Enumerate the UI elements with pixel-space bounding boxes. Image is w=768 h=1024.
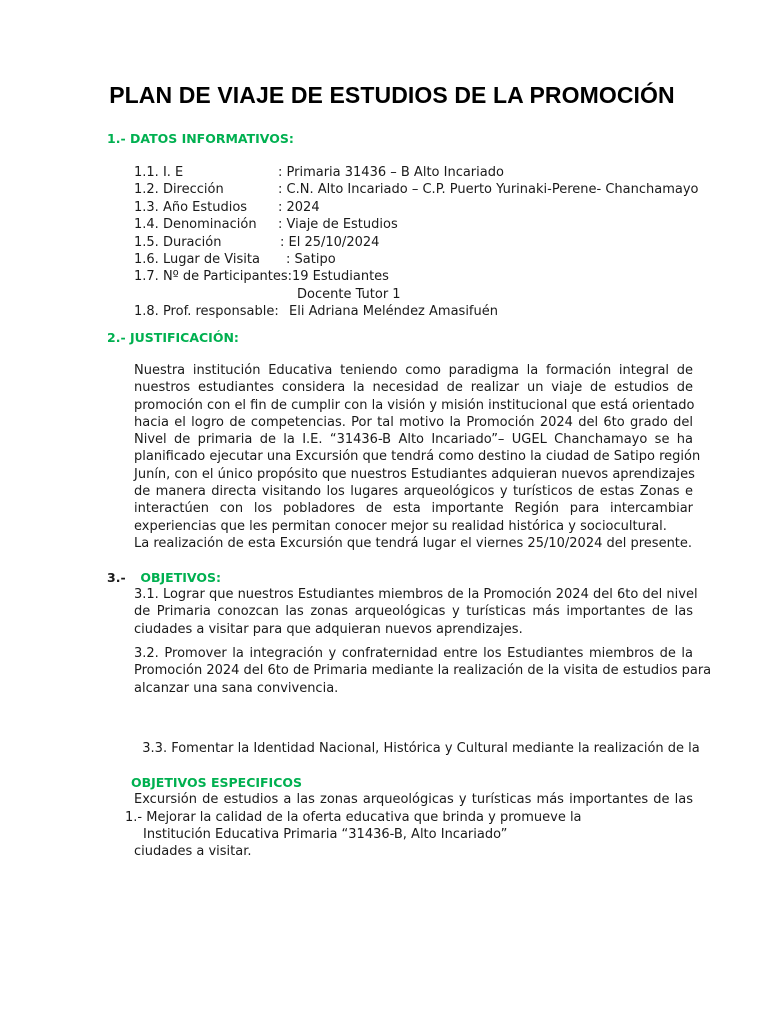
objetivo-3-3 [134,705,700,878]
paragraph-line: promoción con el fin de cumplir con la visión y misión institucional que está orientado [134,397,695,413]
paragraph-line: Nuestra institución Educativa teniendo como paradigma la formación integral de [134,363,693,378]
info-row [134,268,734,285]
info-value: : 2024 [278,199,320,215]
paragraph-line: de manera directa visitando los lugares arqueológicos y turísticos de estas Zonas e [134,484,693,500]
paragraph-line: Excursión de estudios a las zonas arqueológicas y turísticas más importantes de las [134,792,693,808]
info-value: 19 Estudiantes [292,269,389,285]
info-label: 1.7. Nº de Participantes: [134,269,293,285]
paragraph-line: planificado ejecutar una Excursión que tendrá como destino la ciudad de Satipo región [134,449,701,465]
section-heading-objetivos-especificos: OBJETIVOS ESPECIFICOS [131,775,303,790]
info-label: 1.6. Lugar de Visita [134,251,260,267]
paragraph-line: ciudades a visitar para que adquieran nuevos aprendizajes. [134,621,523,637]
paragraph-line: experiencias que les permitan conocer mejor su realidad histórica y sociocultural. [134,518,667,534]
paragraph-line: interactúen con los pobladores de esta importante Región para intercambiar [134,501,693,517]
paragraph-line: alcanzar una sana convivencia. [134,680,339,696]
info-list [134,164,734,321]
paragraph-line: ciudades a visitar. [134,844,252,860]
section-heading-justificacion: 2.- JUSTIFICACIÓN: [107,330,239,345]
info-row [134,199,734,216]
objetivo-3-1 [134,586,698,638]
objetivo-especifico-1-line2: Institución Educativa Primaria “31436-B, Alto Incariado” [143,827,508,842]
info-row [134,216,734,233]
paragraph-line: Junín, con el único propósito que nuestros Estudiantes adquieran nuevos aprendizajes [134,466,695,482]
info-value: : Primaria 31436 – B Alto Incariado [278,165,504,180]
paragraph-line: 3.3. Fomentar la Identidad Nacional, Histórica y Cultural mediante la realización de la [134,740,700,756]
info-row [134,164,734,181]
paragraph-line: 3.2. Promover la integración y confraternidad entre los Estudiantes miembros de la [134,646,693,661]
info-value: : Viaje de Estudios [278,217,398,233]
info-label: 1.3. Año Estudios [134,199,248,215]
paragraph-line: nuestros estudiantes considera la necesidad de realizar un viaje de estudios de [134,380,693,396]
info-label: 1.5. Duración [134,234,222,250]
section-heading-text: OBJETIVOS: [140,570,221,585]
info-label: 1.4. Denominación [134,217,257,233]
paragraph-line: hacia el logro de competencias. Por tal motivo la Promoción 2024 del 6to grado del [134,414,693,430]
objetivo-3-2 [134,645,712,697]
info-row [134,181,734,198]
paragraph-line: Nivel de primaria de la I.E. “31436-B Alto Incariado”– UGEL Chanchamayo se ha [134,432,693,448]
info-value: : El 25/10/2024 [280,234,380,250]
paragraph-line: Promoción 2024 del 6to de Primaria mediante la realización de la visita de estudios para [134,663,712,679]
info-row [134,286,734,303]
paragraph-line: La realización de esta Excursión que tendrá lugar el viernes 25/10/2024 del presente. [134,535,693,551]
info-value: : Satipo [286,251,336,267]
info-row [134,234,734,251]
paragraph-line: de Primaria conozcan las zonas arqueológicas y turísticas más importantes de las [134,604,693,620]
info-value: Docente Tutor 1 [297,286,401,302]
section-number: 3.- [107,570,126,585]
page-title: PLAN DE VIAJE DE ESTUDIOS DE LA PROMOCIÓN [109,82,675,108]
info-label: 1.1. I. E [134,165,184,180]
info-label: 1.8. Prof. responsable: [134,304,279,320]
info-label: 1.2. Dirección [134,182,224,198]
info-row [134,251,734,268]
info-value: Eli Adriana Meléndez Amasifuén [289,304,498,320]
justificacion-paragraph [134,362,701,552]
paragraph-line: 3.1. Lograr que nuestros Estudiantes miembros de la Promoción 2024 del 6to del nivel [134,587,698,602]
section-heading-objetivos [107,570,221,585]
info-value: : C.N. Alto Incariado – C.P. Puerto Yurinaki-Perene- Chanchamayo [278,182,699,198]
section-heading-datos: 1.- DATOS INFORMATIVOS: [107,131,294,146]
info-row [134,303,734,320]
objetivo-especifico-1-line1: 1.- Mejorar la calidad de la oferta educativa que brinda y promueve la [125,810,582,825]
